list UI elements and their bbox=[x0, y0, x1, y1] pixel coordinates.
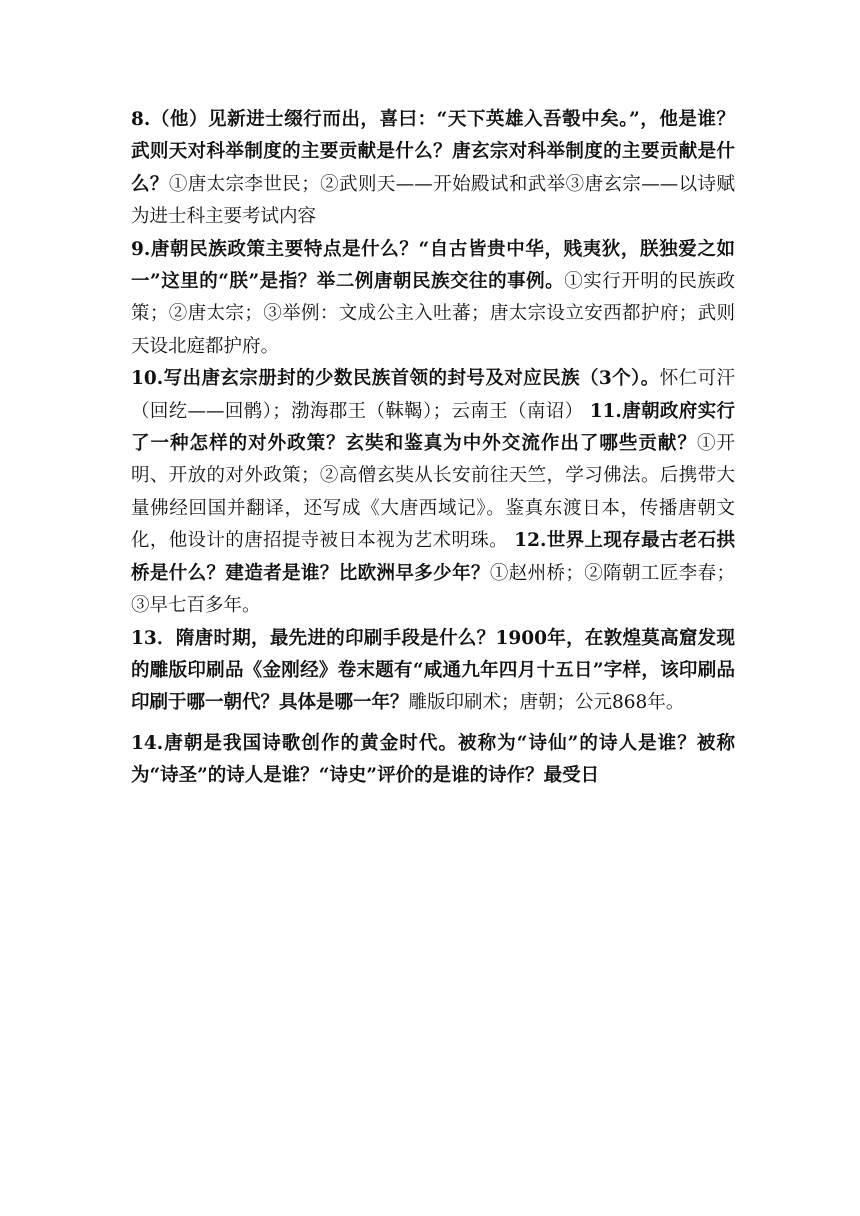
answer-text: ①开明、开放的对外政策；②高僧玄奘从长安前往天竺，学习佛法。后携带大量佛经回国并翻译，还写成《大唐西域记》。鉴真东渡日本，传播唐朝文化，他设计的唐招提寺被日本视为艺术明珠。 bbox=[131, 433, 735, 552]
question-text: 12.世界上现存最古老石拱桥是什么？建造者是谁？比欧洲早多少年？ bbox=[131, 530, 735, 584]
paragraph-q8 bbox=[131, 104, 735, 234]
answer-text: 雕版印刷术；唐朝；公元868年。 bbox=[408, 692, 685, 714]
paragraph-q10-q12 bbox=[131, 363, 735, 622]
answer-text: 怀仁可汗（回纥——回鹘）；渤海郡王（靺鞨）；云南王（南诏） bbox=[131, 368, 735, 422]
question-text: 13．隋唐时期，最先进的印刷手段是什么？1900年，在敦煌莫高窟发现的雕版印刷品《金刚经》卷末题有“咸通九年四月十五日”字样，该印刷品印刷于哪一朝代？具体是哪一年？ bbox=[131, 627, 735, 714]
document-body bbox=[131, 104, 735, 793]
question-text: 10.写出唐玄宗册封的少数民族首领的封号及对应民族（3个）。 bbox=[131, 368, 660, 390]
answer-text: ①赵州桥；②隋朝工匠李春；③早七百多年。 bbox=[131, 562, 735, 617]
answer-text: ①唐太宗李世民；②武则天——开始殿试和武举③唐玄宗——以诗赋为进士科主要考试内容 bbox=[131, 173, 735, 228]
question-text: 14.唐朝是我国诗歌创作的黄金时代。被称为“诗仙”的诗人是谁？被称为“诗圣”的诗人是谁？“诗史”评价的是谁的诗作？最受日 bbox=[131, 732, 735, 787]
answer-text: ①实行开明的民族政策；②唐太宗；③举例：文成公主入吐蕃；唐太宗设立安西都护府；武则天设北庭都护府。 bbox=[131, 271, 735, 357]
question-text: 11.唐朝政府实行了一种怎样的对外政策？玄奘和鉴真为中外交流作出了哪些贡献？ bbox=[131, 400, 735, 455]
paragraph-q9 bbox=[131, 234, 735, 364]
question-text: 8.（他）见新进士缀行而出，喜曰：“天下英雄入吾彀中矣。”，他是谁？武则天对科举制度的主要贡献是什么？唐玄宗对科举制度的主要贡献是什么？ bbox=[131, 109, 735, 195]
question-text: 9.唐朝民族政策主要特点是什么？“自古皆贵中华，贱夷狄，朕独爱之如一”这里的“朕”是指？举二例唐朝民族交往的事例。 bbox=[131, 238, 735, 293]
paragraph-q13 bbox=[131, 623, 735, 720]
paragraph-q14 bbox=[131, 728, 735, 793]
